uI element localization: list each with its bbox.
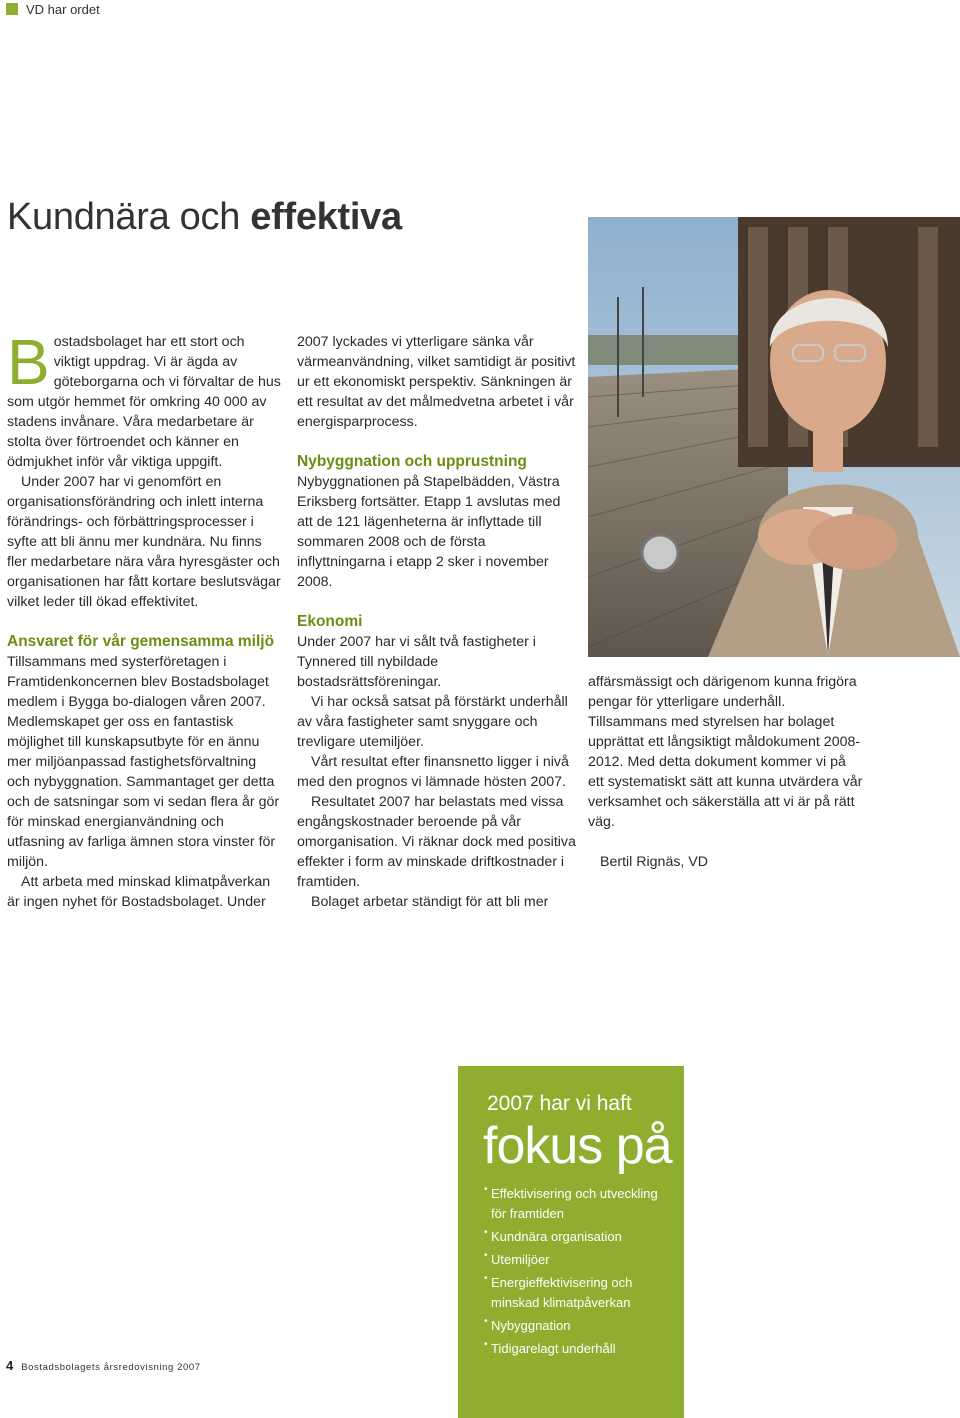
signature: Bertil Rignäs, VD — [600, 854, 709, 870]
focus-box-heading-small: 2007 har vi haft — [487, 1092, 632, 1115]
portrait-photo — [588, 217, 960, 657]
intro-text: ostadsbolaget har ett stort och viktigt uppdrag. Vi är ägda av göteborgarna och vi förvaltar de hus som utgör hemmet för omkring 40 000 av stadens invånare. Våra medarbetare är stolta över förtroendet och känner en ödmjukhet inför vår viktiga uppgift. — [7, 334, 281, 470]
paragraph: Bolaget arbetar ständigt för att bli mer — [311, 894, 549, 910]
text-column-2 — [297, 332, 577, 912]
paragraph: Tillsammans med systerföretagen i Framtidenkoncernen blev Bostadsbolaget medlem i Bygga bo-dialogen våren 2007. Medlemskapet ger oss en fantastisk möjlighet till kunskapsutbyte för en ännu mer miljöanpassad fastighetsförvaltning och nybyggnation. Sammantaget ger detta och de satsningar som vi sedan flera år gör för minskad energianvändning och utfasning av farliga ämnen stora vinster för miljön. — [7, 654, 280, 870]
focus-list — [484, 1184, 674, 1362]
section-tag — [6, 1, 100, 17]
list-item: • Tidigarelagt underhåll — [484, 1339, 674, 1359]
section-label: VD har ordet — [26, 1, 100, 17]
page-title — [7, 196, 402, 239]
heading-economy: Ekonomi — [297, 613, 363, 630]
paragraph: Vi har också satsat på förstärkt underhåll av våra fastigheter samt snyggare och trevligare utemiljöer. — [297, 694, 568, 750]
heading-construction: Nybyggnation och upprustning — [297, 453, 527, 470]
intro-paragraph — [7, 326, 282, 472]
drop-cap: B — [7, 326, 50, 398]
paragraph: affärsmässigt och därigenom kunna frigöra pengar för ytterligare underhåll. Tillsammans med styrelsen har bolaget upprättat ett långsiktigt måldokument 2008-2012. Med detta dokument kommer vi på ett systematiskt sätt att kunna utvärdera vår verksamhet och säkerställa att vi är på rätt väg. — [588, 674, 863, 830]
paragraph: Resultatet 2007 har belastats med vissa engångskostnader beroende på vår omorganisation. Vi räknar dock med positiva effekter i form av minskade driftkostnader i framtiden. — [297, 794, 576, 890]
focus-box-heading-large: fokus på — [483, 1117, 672, 1175]
paragraph: Under 2007 har vi sålt två fastigheter i Tynnered till nybildade bostadsrättsföreningar. — [297, 634, 536, 690]
list-item: • Kundnära organisation — [484, 1227, 674, 1247]
page-footer — [6, 1358, 201, 1373]
list-item: • Effektivisering och utveckling för framtiden — [484, 1184, 674, 1224]
paragraph: Att arbeta med minskad klimatpåverkan är ingen nyhet för Bostadsbolaget. Under — [7, 874, 271, 910]
page-title-bold: effektiva — [250, 196, 402, 238]
text-column-3 — [588, 672, 863, 872]
text-column-1 — [7, 326, 282, 912]
paragraph: 2007 lyckades vi ytterligare sänka vår värmeanvändning, vilket samtidigt är positivt ur ett ekonomiskt perspektiv. Sänkningen är ett resultat av det målmedvetna arbetet i vår energisparprocess. — [297, 334, 576, 430]
paragraph: Vårt resultat efter finansnetto ligger i nivå med den prognos vi lämnade hösten 2007. — [297, 754, 569, 790]
paragraph: Under 2007 har vi genomfört en organisationsförändring och inlett interna förändrings- och förbättringsprocesser i syfte att bli ännu mer kundnära. Nu finns fler medarbetare nära våra hyresgäster och organisationen har fått kortare beslutsvägar vilket leder till ökad effektivitet. — [7, 474, 281, 610]
page-number: 4 — [6, 1358, 14, 1373]
focus-box — [458, 1066, 684, 1418]
section-marker-square — [6, 3, 18, 15]
list-item: • Utemiljöer — [484, 1250, 674, 1270]
list-item: • Energieffektivisering och minskad klimatpåverkan — [484, 1273, 674, 1313]
publication-name: Bostadsbolagets årsredovisning 2007 — [21, 1362, 201, 1373]
heading-environment: Ansvaret för vår gemensamma miljö — [7, 633, 275, 650]
list-item: • Nybyggnation — [484, 1316, 674, 1336]
page-title-regular: Kundnära och — [7, 196, 251, 238]
paragraph: Nybyggnationen på Stapelbädden, Västra Eriksberg fortsätter. Etapp 1 avslutas med att de 121 lägenheterna är inflyttade till sommaren 2008 och de första inflyttningarna i etapp 2 sker i november 2008. — [297, 474, 561, 590]
